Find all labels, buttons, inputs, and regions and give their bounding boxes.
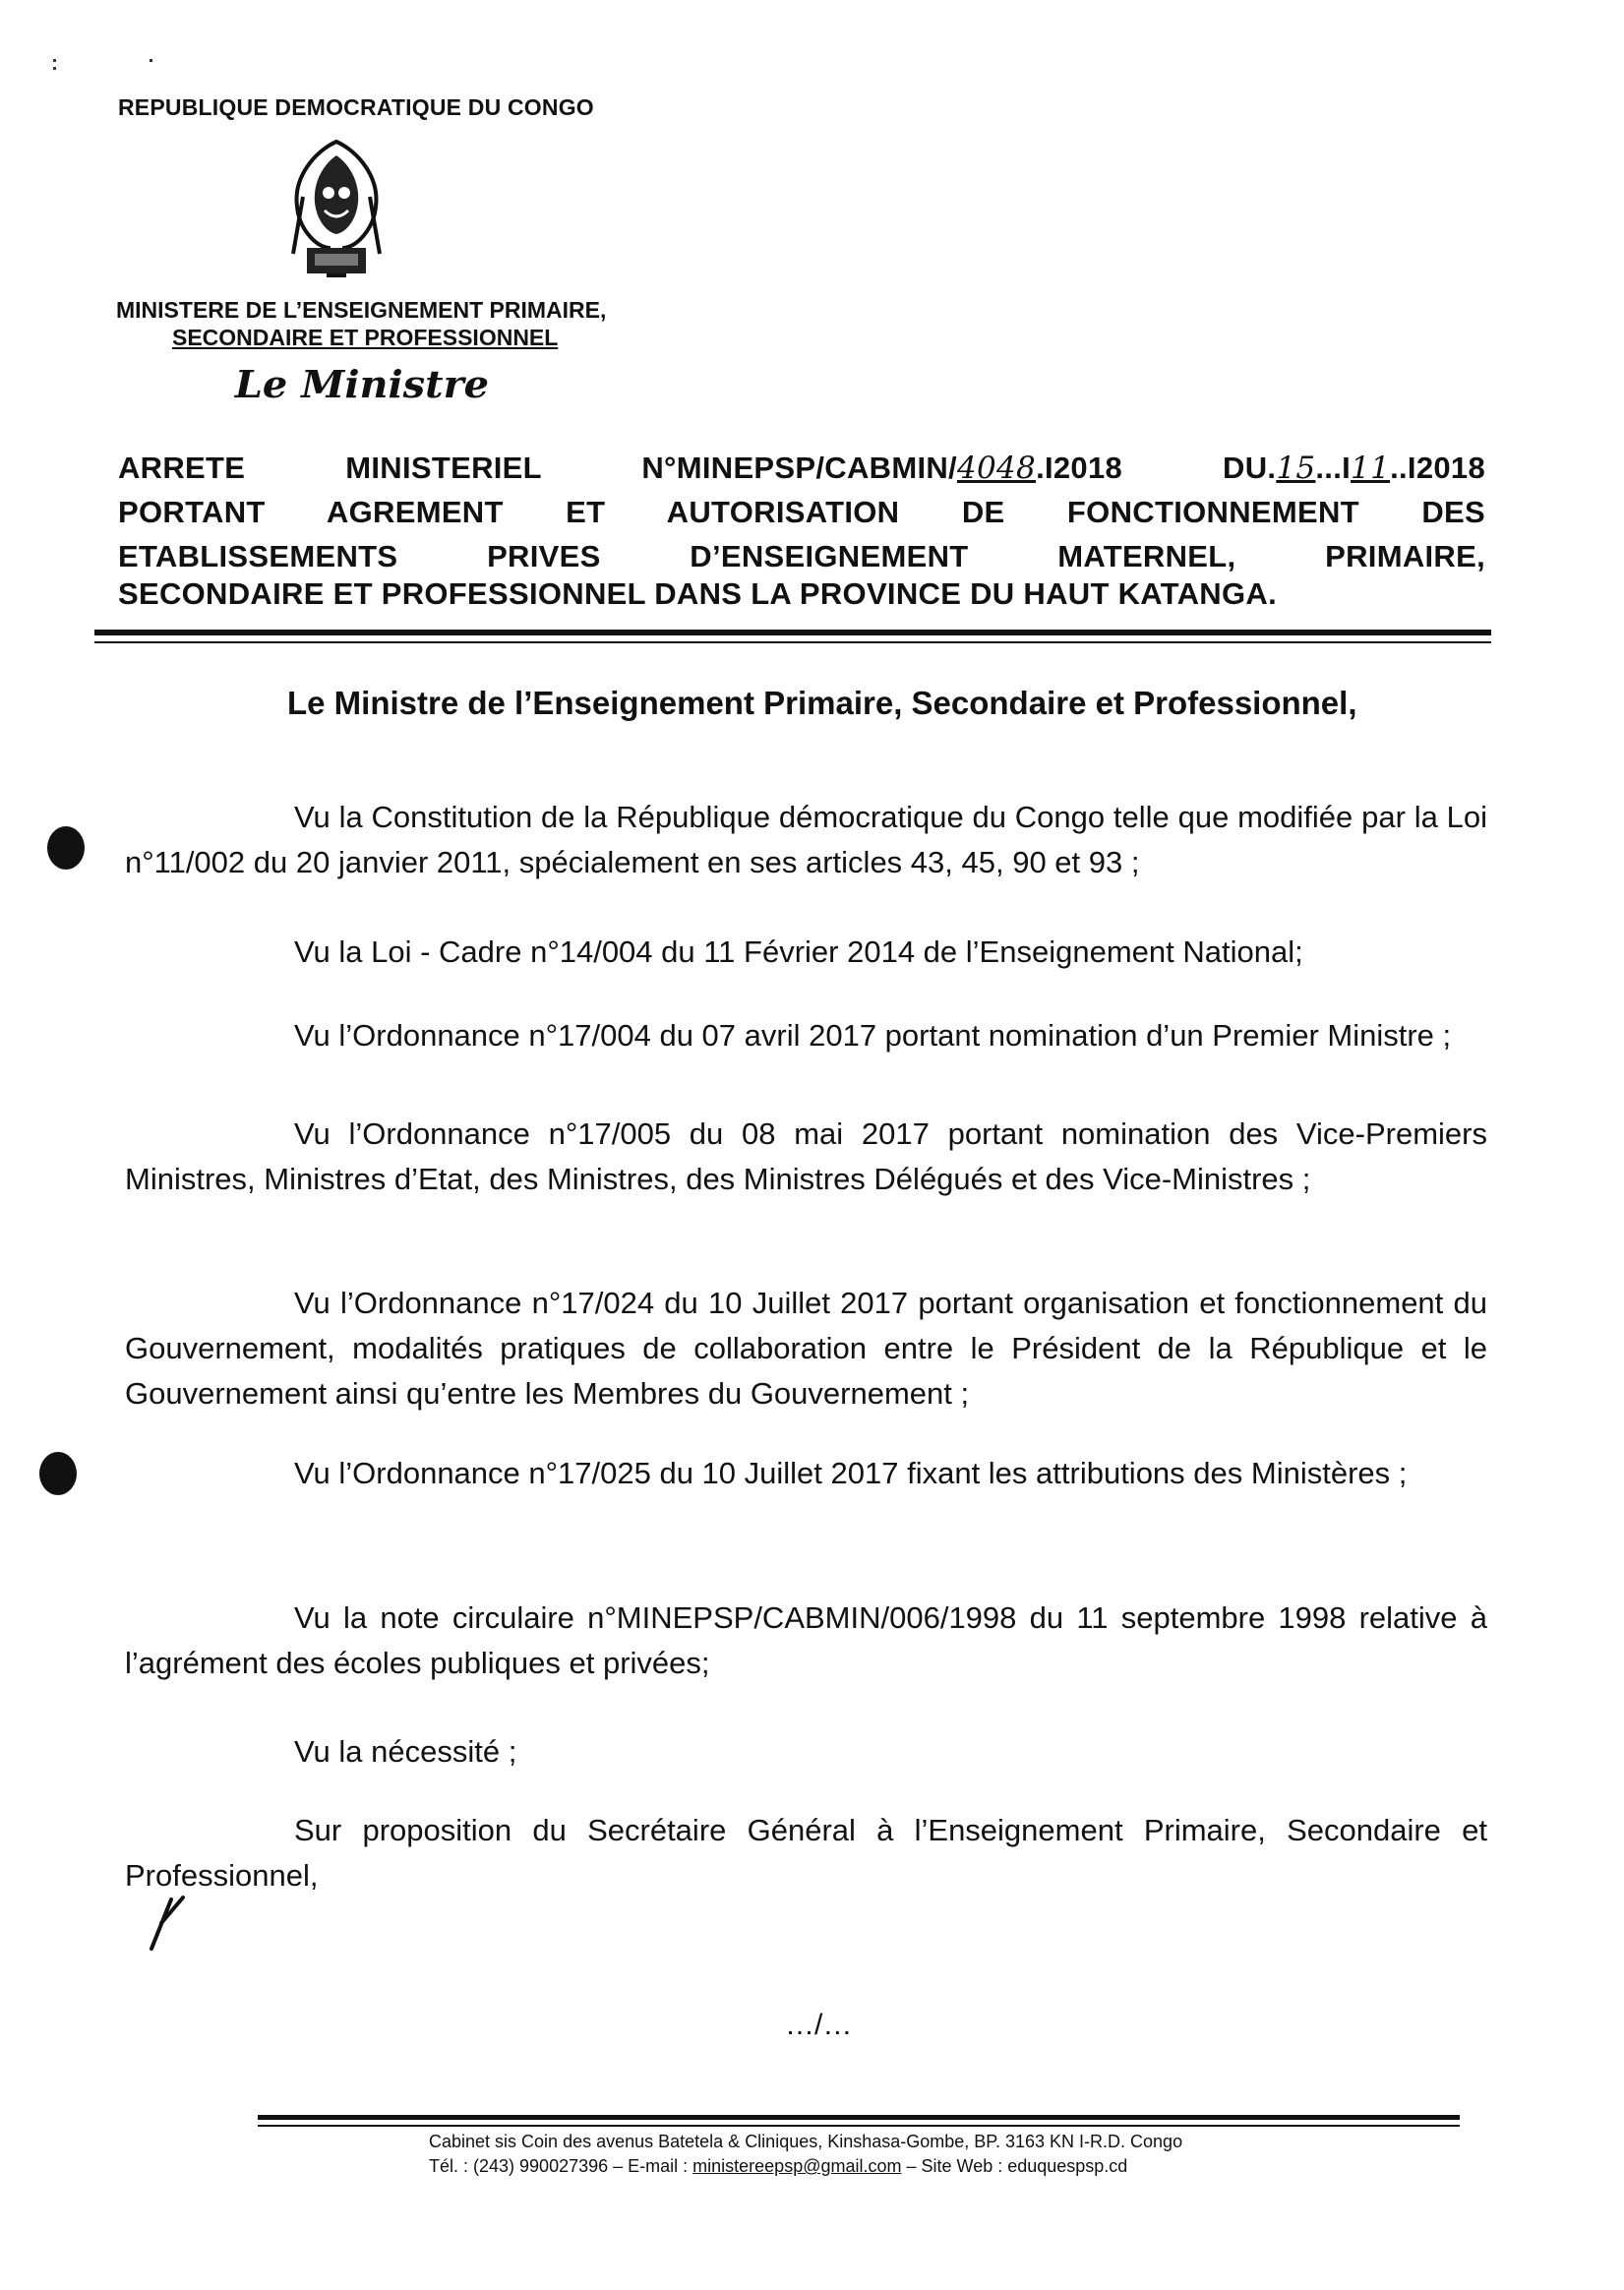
ministry-name-line1: MINISTERE DE L’ENSEIGNEMENT PRIMAIRE, bbox=[116, 297, 607, 323]
footer-divider bbox=[258, 2115, 1460, 2120]
decree-date-prefix: .I2018 DU. bbox=[1036, 451, 1277, 485]
page-continuation: …/… bbox=[785, 2009, 853, 2041]
consideration-paragraph bbox=[125, 930, 1487, 975]
consideration-paragraph bbox=[125, 1013, 1487, 1058]
coat-of-arms-icon bbox=[285, 138, 388, 285]
consideration-text: Vu la nécessité ; bbox=[294, 1734, 517, 1769]
decree-number: 4048 bbox=[956, 451, 1037, 486]
decree-number-prefix: ARRETE MINISTERIEL N°MINEPSP/CABMIN/ bbox=[118, 451, 957, 485]
footer-website: – Site Web : eduquespsp.cd bbox=[901, 2156, 1128, 2176]
decree-date-separator: ...I bbox=[1315, 451, 1352, 485]
decree-title-line3: ETABLISSEMENTS PRIVES D’ENSEIGNEMENT MATERNEL, PRIMAIRE, bbox=[118, 539, 1485, 573]
decree-title-line1 bbox=[118, 451, 1485, 486]
consideration-text: Vu la Constitution de la République démocratique du Congo telle que modifiée par la Loi n°11/002 du 20 janvier 2011, spécialement en ses articles 43, 45, 90 et 93 ; bbox=[125, 800, 1487, 879]
consideration-paragraph bbox=[125, 1281, 1487, 1416]
decree-title-line4: SECONDAIRE ET PROFESSIONNEL DANS LA PROVINCE DU HAUT KATANGA. bbox=[118, 576, 1277, 611]
scan-speck bbox=[150, 59, 152, 62]
decree-month: 11 bbox=[1351, 451, 1391, 486]
decree-title-line2: PORTANT AGREMENT ET AUTORISATION DE FONCTIONNEMENT DES bbox=[118, 495, 1485, 529]
footer-phone: Tél. : (243) 990027396 – E-mail : bbox=[429, 2156, 693, 2176]
consideration-paragraph bbox=[125, 1112, 1487, 1202]
signatory-title: Le Ministre bbox=[234, 362, 489, 406]
title-divider-thin bbox=[94, 641, 1491, 643]
consideration-paragraph bbox=[125, 1729, 1487, 1775]
title-divider bbox=[94, 630, 1491, 635]
consideration-paragraph bbox=[125, 795, 1487, 885]
punch-hole bbox=[39, 1452, 77, 1495]
consideration-paragraph bbox=[125, 1596, 1487, 1686]
consideration-paragraph bbox=[125, 1451, 1487, 1496]
decree-year: ..I2018 bbox=[1390, 451, 1485, 485]
consideration-text: Vu l’Ordonnance n°17/005 du 08 mai 2017 portant nomination des Vice-Premiers Ministres, Ministres d’Etat, des Ministres, des Ministres Délégués et des Vice-Ministres ; bbox=[125, 1116, 1487, 1196]
consideration-text: Sur proposition du Secrétaire Général à l’Enseignement Primaire, Secondaire et Professionnel, bbox=[125, 1813, 1487, 1893]
scan-speck bbox=[53, 59, 56, 62]
footer-email-link[interactable]: ministereepsp@gmail.com bbox=[692, 2156, 902, 2176]
consideration-text: Vu l’Ordonnance n°17/004 du 07 avril 2017 portant nomination d’un Premier Ministre ; bbox=[294, 1018, 1452, 1053]
consideration-paragraph bbox=[125, 1808, 1487, 1898]
country-name: REPUBLIQUE DEMOCRATIQUE DU CONGO bbox=[118, 94, 594, 120]
footer-contact bbox=[429, 2156, 1127, 2177]
decree-day: 15 bbox=[1276, 451, 1316, 486]
scan-speck bbox=[53, 67, 56, 70]
consideration-text: Vu la Loi - Cadre n°14/004 du 11 Février 2014 de l’Enseignement National; bbox=[294, 934, 1303, 969]
consideration-text: Vu l’Ordonnance n°17/024 du 10 Juillet 2017 portant organisation et fonctionnement du Gouvernement, modalités pratiques de collaboration entre le Président de la République et le Gouvernement ainsi qu’entre les Membres du Gouvernement ; bbox=[125, 1286, 1487, 1411]
ministry-name-line2: SECONDAIRE ET PROFESSIONNEL bbox=[172, 325, 559, 350]
footer-address: Cabinet sis Coin des avenus Batetela & Cliniques, Kinshasa-Gombe, BP. 3163 KN I-R.D. Congo bbox=[429, 2132, 1183, 2151]
initial-mark-icon bbox=[144, 1894, 193, 1953]
consideration-text: Vu l’Ordonnance n°17/025 du 10 Juillet 2017 fixant les attributions des Ministères ; bbox=[294, 1456, 1408, 1490]
footer-divider-thin bbox=[258, 2125, 1460, 2127]
consideration-text: Vu la note circulaire n°MINEPSP/CABMIN/006/1998 du 11 septembre 1998 relative à l’agrément des écoles publiques et privées; bbox=[125, 1600, 1487, 1680]
punch-hole bbox=[47, 826, 85, 870]
preamble-heading: Le Ministre de l’Enseignement Primaire, Secondaire et Professionnel, bbox=[287, 685, 1357, 721]
